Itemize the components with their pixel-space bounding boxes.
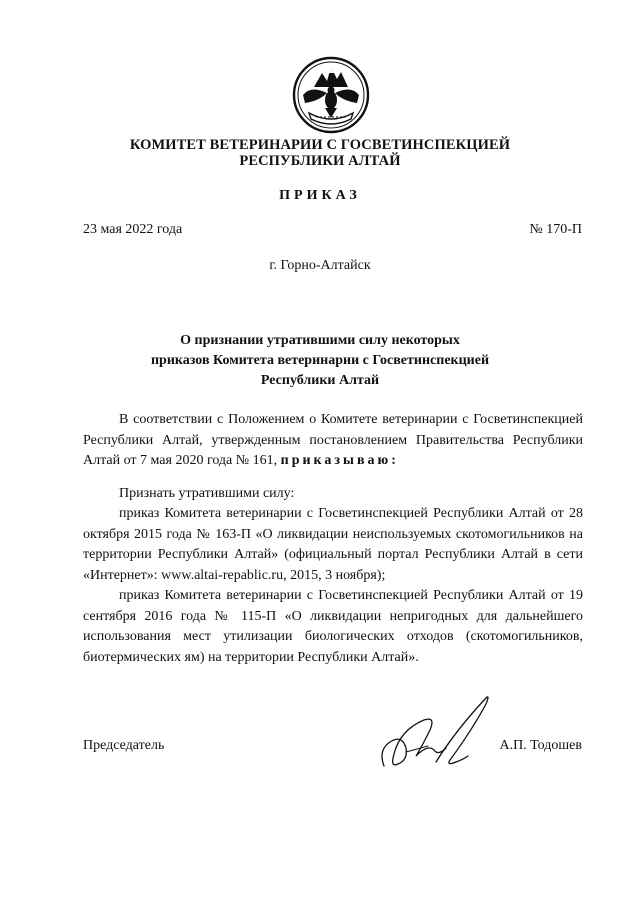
document-city: г. Горно-Алтайск — [269, 258, 371, 273]
document-type: ПРИКАЗ — [279, 188, 361, 203]
organization-name — [0, 137, 640, 169]
document-date: 23 мая 2022 года — [83, 222, 183, 237]
subject-line-2: приказов Комитета ветеринарии с Госветинспекцией — [150, 353, 490, 368]
repealed-order-1: приказ Комитета ветеринарии с Госветинспекцией Республики Алтай от 28 октября 2015 года № 163-П «О ликвидации неиспользуемых скотомогильников на территории Республики Алтай» (официальный портал Республики Алтай в сети «Интернет»: www.altai-repablic.ru, 2015, 3 ноября); — [83, 506, 583, 583]
organization-line-1: КОМИТЕТ ВЕТЕРИНАРИИ С ГОСВЕТИНСПЕКЦИЕЙ — [129, 137, 511, 153]
subject-line-1: О признании утратившими силу некоторых — [180, 333, 460, 348]
document-body — [83, 410, 583, 668]
intro-text: В соответствии с Положением о Комитете ветеринарии с Госветинспекцией Республики Алтай, утвержденным постановлением Правительства Республики Алтай от 7 мая 2020 года № 161, — [83, 412, 583, 468]
signer-name: А.П. Тодошев — [499, 738, 582, 753]
order-word: приказываю: — [280, 453, 399, 468]
subject-line-3: Республики Алтай — [260, 373, 380, 388]
document-number: № 170-П — [529, 222, 582, 237]
handwritten-signature — [376, 690, 496, 776]
republic-emblem-icon — [291, 55, 371, 135]
intro-paragraph — [83, 410, 583, 472]
signer-title: Председатель — [83, 738, 165, 753]
organization-line-2: РЕСПУБЛИКИ АЛТАЙ — [239, 153, 401, 169]
declare-paragraph: Признать утратившими силу: — [119, 485, 295, 501]
repealed-order-2: приказ Комитета ветеринарии с Госветинспекцией Республики Алтай от 19 сентября 2016 года № 115-П «О ликвидации непригодных для дальнейшего использования мест утилизации биологических отходов (скотомогильников, биотермических ям) на территории Республики Алтай». — [83, 588, 583, 665]
document-subject — [0, 331, 640, 391]
